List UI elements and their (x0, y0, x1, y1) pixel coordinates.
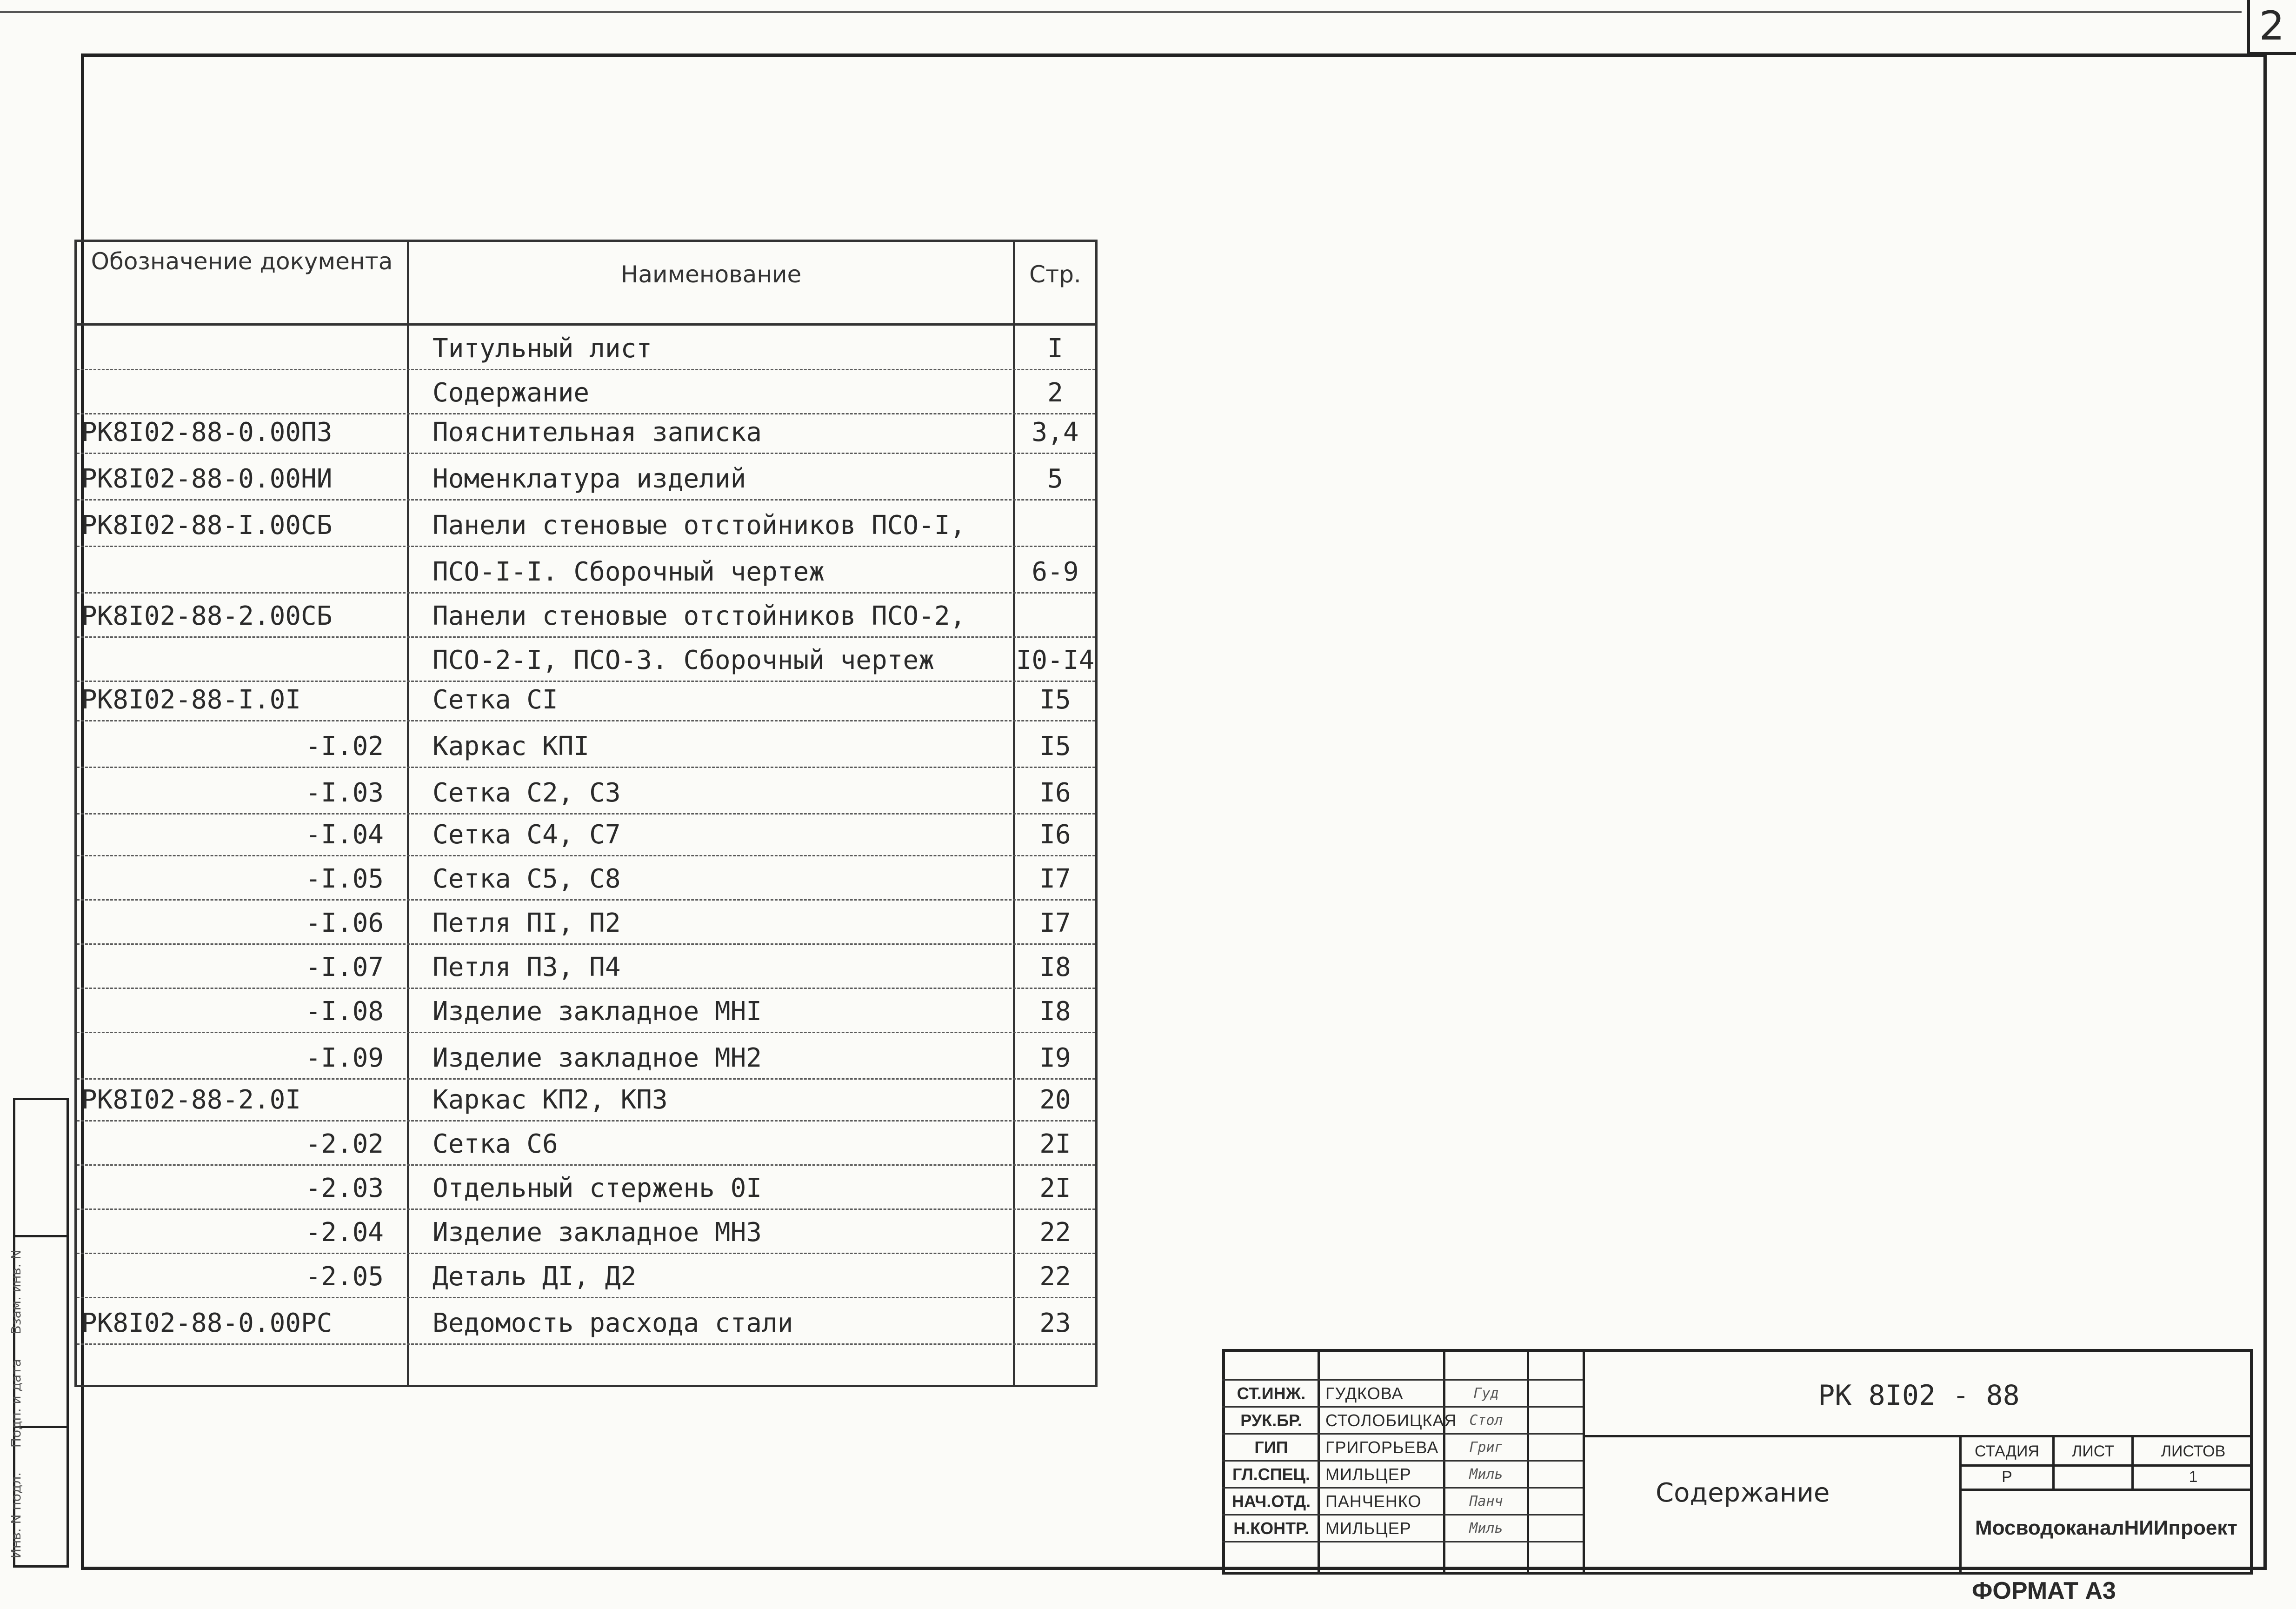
staff-person: ПАНЧЕНКО (1325, 1492, 1422, 1511)
row-designation: РК8I02-88-2.00СБ (81, 601, 333, 631)
stage-label: СТАДИЯ (1975, 1442, 2039, 1460)
row-name: Каркас КПI (433, 731, 590, 761)
row-name: Сетка СI (433, 685, 558, 715)
row-name: Сетка С2, С3 (433, 778, 621, 808)
staff-role: СТ.ИНЖ. (1237, 1384, 1306, 1403)
staff-role: НАЧ.ОТД. (1231, 1492, 1311, 1511)
row-page: I6 (1039, 778, 1071, 808)
row-designation: -I.03 (305, 778, 384, 808)
row-designation: -2.05 (305, 1262, 384, 1292)
row-page: 23 (1039, 1308, 1071, 1338)
row-designation (81, 556, 384, 588)
top-edge-line (0, 11, 2242, 13)
row-divider (77, 1032, 1095, 1033)
document-code: РК 8I02 - 88 (1818, 1379, 2020, 1412)
binding-sign-date: Подп. и дата (8, 1359, 24, 1448)
binding-inv-no: Инв. N подл. (8, 1472, 24, 1558)
row-divider (77, 1208, 1095, 1210)
row-divider (77, 988, 1095, 989)
row-name: Изделие закладное МНI (433, 996, 762, 1027)
staff-person: ГРИГОРЬЕВА (1325, 1438, 1439, 1457)
row-page: 6-9 (1032, 557, 1079, 587)
staff-signature: Миль (1469, 1520, 1503, 1536)
row-name: Изделие закладное МН2 (433, 1043, 762, 1073)
row-name: Отдельный стержень 0I (433, 1173, 762, 1203)
row-divider (77, 681, 1095, 682)
row-divider (77, 720, 1095, 721)
row-name: ПСО-I-I. Сборочный чертеж (433, 557, 825, 587)
row-page: 5 (1047, 464, 1063, 494)
organization: МосводоканалНИИпроект (1975, 1516, 2237, 1539)
row-name: Изделие закладное МН3 (433, 1217, 762, 1248)
row-designation: РК8I02-88-0.00ПЗ (81, 417, 333, 447)
row-divider (77, 499, 1095, 501)
row-name: Петля П3, П4 (433, 952, 621, 982)
row-name: Титульный лист (433, 334, 652, 364)
row-name: Содержание (433, 378, 590, 408)
row-page: 3,4 (1032, 417, 1079, 447)
sheets-label: ЛИСТОВ (2161, 1442, 2226, 1460)
tb-divider (1959, 1489, 2253, 1491)
row-divider (77, 592, 1095, 594)
staff-signature: Григ (1469, 1439, 1503, 1455)
row-page: I0-I4 (1016, 645, 1095, 675)
sheet-number: 2 (2259, 3, 2285, 49)
row-name: Деталь ДI, Д2 (433, 1262, 637, 1292)
staff-person: СТОЛОБИЦКАЯ (1325, 1411, 1457, 1430)
staff-signature: Гуд (1473, 1385, 1499, 1402)
stage-value: Р (2002, 1468, 2012, 1486)
row-designation: -2.04 (305, 1217, 384, 1248)
row-designation: РК8I02-88-0.00РС (81, 1308, 333, 1338)
row-divider (77, 767, 1095, 768)
row-name: Пояснительная записка (433, 417, 762, 447)
row-divider (77, 636, 1095, 638)
row-name: Сетка С6 (433, 1129, 558, 1159)
row-name: Сетка С5, С8 (433, 864, 621, 894)
row-name: Панели стеновые отстойников ПСО-2, (433, 601, 966, 631)
row-designation: РК8I02-88-0.00НИ (81, 464, 333, 494)
row-designation: РК8I02-88-2.0I (81, 1085, 301, 1115)
sheet-title: Содержание (1656, 1478, 1830, 1508)
row-designation: -I.06 (305, 908, 384, 938)
row-divider (77, 813, 1095, 815)
row-page: 22 (1039, 1262, 1071, 1292)
staff-person: ГУДКОВА (1325, 1384, 1404, 1403)
header-page: Стр. (1029, 261, 1081, 288)
row-divider (77, 855, 1095, 856)
row-name: Петля ПI, П2 (433, 908, 621, 938)
row-designation: -2.03 (305, 1173, 384, 1203)
row-designation: -I.04 (305, 820, 384, 850)
staff-role: Н.КОНТР. (1233, 1519, 1309, 1538)
row-name: Ведомость расхода стали (433, 1308, 793, 1338)
row-name: Каркас КП2, КП3 (433, 1085, 668, 1115)
row-page: I8 (1039, 952, 1071, 982)
row-designation: РК8I02-88-I.0I (81, 685, 301, 715)
row-designation: -I.05 (305, 864, 384, 894)
row-designation (81, 377, 384, 409)
staff-person: МИЛЬЦЕР (1325, 1465, 1411, 1484)
row-name: Сетка С4, С7 (433, 820, 621, 850)
row-name: ПСО-2-I, ПСО-3. Сборочный чертеж (433, 645, 934, 675)
row-designation: РК8I02-88-I.00СБ (81, 510, 333, 541)
row-page: I7 (1039, 864, 1071, 894)
row-name: Номенклатура изделий (433, 464, 746, 494)
row-page (1015, 509, 1095, 542)
paper-format: ФОРМАТ А3 (1972, 1577, 2116, 1604)
row-page: 2I (1039, 1129, 1071, 1159)
staff-signature: Панч (1469, 1493, 1503, 1509)
row-divider (77, 453, 1095, 454)
row-designation: -2.02 (305, 1129, 384, 1159)
row-designation: -I.02 (305, 731, 384, 761)
staff-signature: Стол (1469, 1412, 1503, 1429)
staff-signature: Миль (1469, 1466, 1503, 1482)
row-divider (77, 1253, 1095, 1254)
header-name: Наименование (620, 261, 802, 288)
row-page: I7 (1039, 908, 1071, 938)
row-designation: -I.07 (305, 952, 384, 982)
row-divider (77, 1297, 1095, 1298)
row-page: 20 (1039, 1085, 1071, 1115)
row-divider (77, 1164, 1095, 1166)
tb-divider (1583, 1435, 2253, 1437)
row-divider (77, 1078, 1095, 1080)
binding-strip-labels (8, 1229, 24, 1559)
row-divider (77, 369, 1095, 370)
header-designation: Обозначение документа (91, 248, 393, 275)
sheet-label: ЛИСТ (2072, 1442, 2114, 1460)
row-page: I (1047, 334, 1063, 364)
sheets-value: 1 (2189, 1468, 2198, 1486)
staff-person: МИЛЬЦЕР (1325, 1519, 1411, 1538)
row-page: I5 (1039, 685, 1071, 715)
header-divider (74, 323, 1098, 326)
row-page: 2 (1047, 378, 1063, 408)
staff-role: ГИП (1254, 1438, 1288, 1457)
row-divider (77, 1343, 1095, 1345)
row-divider (77, 546, 1095, 547)
row-page: I9 (1039, 1043, 1071, 1073)
binding-replaces: Взам. инв. N (8, 1249, 24, 1335)
row-page: 2I (1039, 1173, 1071, 1203)
row-divider (77, 899, 1095, 901)
row-page (1015, 600, 1095, 633)
row-name: Панели стеновые отстойников ПСО-I, (433, 510, 966, 541)
row-designation: -I.09 (305, 1043, 384, 1073)
row-page: 22 (1039, 1217, 1071, 1248)
staff-role: РУК.БР. (1240, 1411, 1302, 1430)
row-divider (77, 413, 1095, 414)
staff-role: ГЛ.СПЕЦ. (1232, 1465, 1310, 1484)
row-designation: -I.08 (305, 996, 384, 1027)
row-divider (77, 1120, 1095, 1122)
row-page: I8 (1039, 996, 1071, 1027)
row-designation (81, 644, 384, 677)
row-page: I6 (1039, 820, 1071, 850)
row-designation (81, 333, 384, 365)
row-divider (77, 943, 1095, 945)
row-page: I5 (1039, 731, 1071, 761)
